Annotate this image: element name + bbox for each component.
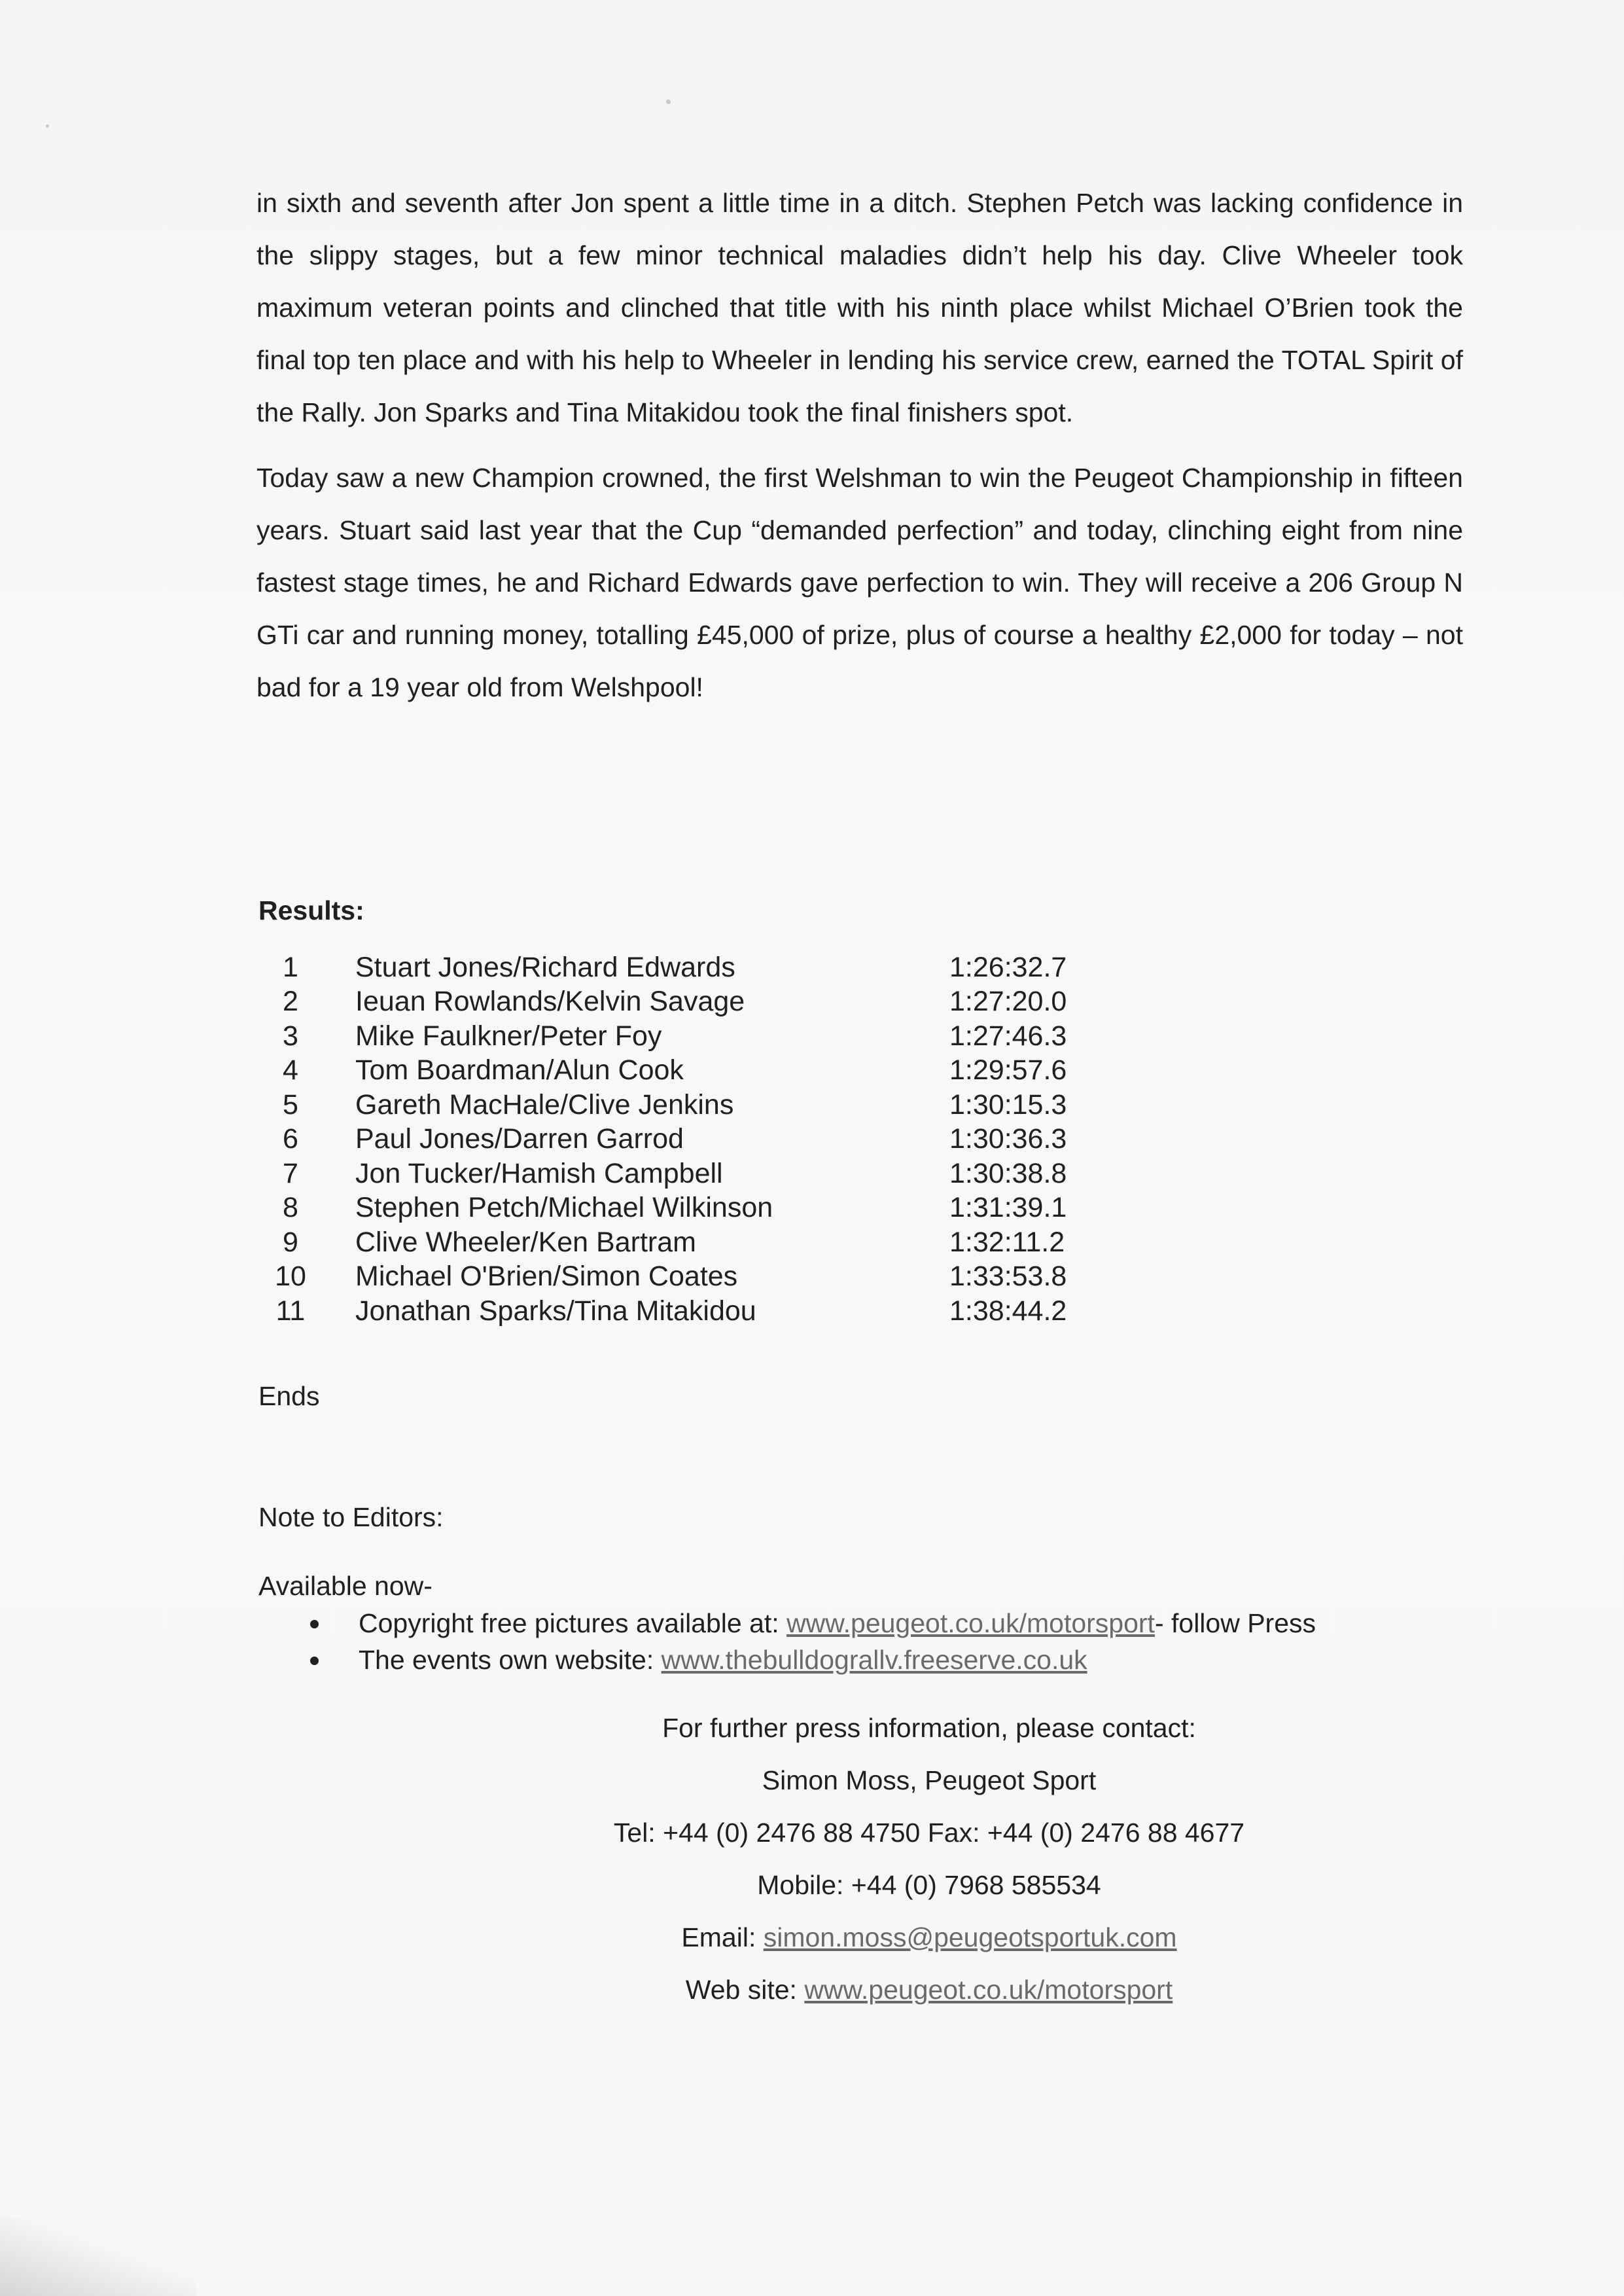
crew-cell: Stuart Jones/Richard Edwards [355, 951, 735, 983]
paragraph: in sixth and seventh after Jon spent a little time in a ditch. Stephen Petch was lacking confidence in the slippy stages, but a few minor technical maladies didn’t help his day. Clive Wheeler took maximum veteran points and clinched that title with his ninth place whilst Michael O’Brien took the final top ten place and with his help to Wheeler in lending his service crew, earned the TOTAL Spirit of the Rally. Jon Sparks and Tina Mitakidou took the final finishers spot. [256, 188, 1463, 427]
position-cell: 4 [283, 1054, 298, 1086]
time-cell: 1:30:38.8 [949, 1157, 1067, 1189]
email-link[interactable]: simon.moss@peugeotsportuk.com [763, 1922, 1177, 1952]
crew-cell: Paul Jones/Darren Garrod [355, 1123, 684, 1155]
table-row [258, 1088, 1146, 1122]
crew-cell: Gareth MacHale/Clive Jenkins [355, 1088, 734, 1121]
contact-mobile: Mobile: +44 (0) 7968 585534 [757, 1870, 1101, 1900]
table-row [258, 1157, 1146, 1191]
table-row [258, 1191, 1146, 1226]
results-heading: Results: [258, 895, 364, 925]
crew-cell: Stephen Petch/Michael Wilkinson [355, 1192, 773, 1224]
contact-block [537, 1702, 1322, 2016]
available-now-heading: Available now- [258, 1571, 432, 1601]
crew-cell: Clive Wheeler/Ken Bartram [355, 1226, 696, 1258]
time-cell: 1:33:53.8 [949, 1261, 1067, 1293]
web-label: Web site: [685, 1975, 805, 2005]
contact-intro: For further press information, please contact: [662, 1713, 1196, 1743]
time-cell: 1:26:32.7 [949, 951, 1067, 983]
crew-cell: Jon Tucker/Hamish Campbell [355, 1157, 723, 1189]
time-cell: 1:30:36.3 [949, 1123, 1067, 1155]
bullet-icon [310, 1620, 319, 1628]
web-link[interactable]: www.peugeot.co.uk/motorsport [804, 1975, 1173, 2005]
contact-phone: Tel: +44 (0) 2476 88 4750 Fax: +44 (0) 2476 88 4677 [613, 1818, 1245, 1848]
position-cell: 9 [283, 1226, 298, 1258]
crew-cell: Michael O'Brien/Simon Coates [355, 1261, 738, 1293]
table-row [258, 1225, 1146, 1260]
bullet-icon [310, 1657, 319, 1665]
table-row [258, 1019, 1146, 1054]
list-item-suffix: - follow Press [1154, 1608, 1316, 1638]
time-cell: 1:31:39.1 [949, 1192, 1067, 1224]
crew-cell: Mike Faulkner/Peter Foy [355, 1020, 662, 1052]
position-cell: 7 [283, 1157, 298, 1189]
crew-cell: Tom Boardman/Alun Cook [355, 1054, 684, 1086]
list-item-text: Copyright free pictures available at: [359, 1608, 787, 1638]
scan-shadow [0, 2217, 196, 2296]
contact-web-line [537, 1964, 1322, 2016]
paragraph: Today saw a new Champion crowned, the first Welshman to win the Peugeot Championship in fifteen years. Stuart said last year that the Cup “demanded perfection” and today, clinching eight from nine fastest stage times, he and Richard Edwards gave perfection to win. They will receive a 206 Group N GTi car and running money, totalling £45,000 of prize, plus of course a healthy £2,000 for today – not bad for a 19 year old from Welshpool! [256, 463, 1463, 702]
results-table-body [258, 950, 1146, 1329]
table-row [258, 1122, 1146, 1157]
time-cell: 1:30:15.3 [949, 1088, 1067, 1121]
crew-cell: Ieuan Rowlands/Kelvin Savage [355, 986, 745, 1018]
email-label: Email: [681, 1922, 764, 1952]
body-text [256, 177, 1463, 726]
contact-email-line [537, 1911, 1322, 1964]
list-item [308, 1641, 1316, 1678]
event-website-link[interactable]: www.thebulldograllv.freeserve.co.uk [661, 1645, 1087, 1675]
scan-speck [46, 124, 49, 128]
position-cell: 8 [283, 1192, 298, 1224]
time-cell: 1:29:57.6 [949, 1054, 1067, 1086]
scan-speck [666, 99, 671, 104]
ends-marker: Ends [258, 1381, 320, 1411]
position-cell: 6 [283, 1123, 298, 1155]
table-row [258, 1054, 1146, 1088]
time-cell: 1:27:20.0 [949, 986, 1067, 1018]
position-cell: 1 [283, 951, 298, 983]
table-row [258, 985, 1146, 1020]
contact-name: Simon Moss, Peugeot Sport [762, 1765, 1097, 1795]
time-cell: 1:38:44.2 [949, 1295, 1067, 1327]
table-row [258, 950, 1146, 985]
list-item [308, 1605, 1316, 1641]
time-cell: 1:27:46.3 [949, 1020, 1067, 1052]
results-table [258, 950, 1146, 1329]
table-row [258, 1260, 1146, 1295]
time-cell: 1:32:11.2 [949, 1226, 1065, 1258]
pictures-link[interactable]: www.peugeot.co.uk/motorsport [786, 1608, 1155, 1638]
table-row [258, 1294, 1146, 1329]
available-list [308, 1605, 1316, 1678]
crew-cell: Jonathan Sparks/Tina Mitakidou [355, 1295, 756, 1327]
position-cell: 3 [283, 1020, 298, 1052]
position-cell: 10 [275, 1261, 306, 1293]
position-cell: 2 [283, 986, 298, 1018]
position-cell: 5 [283, 1088, 298, 1121]
note-to-editors-heading: Note to Editors: [258, 1502, 444, 1532]
list-item-text: The events own website: [359, 1645, 662, 1675]
position-cell: 11 [275, 1295, 306, 1327]
